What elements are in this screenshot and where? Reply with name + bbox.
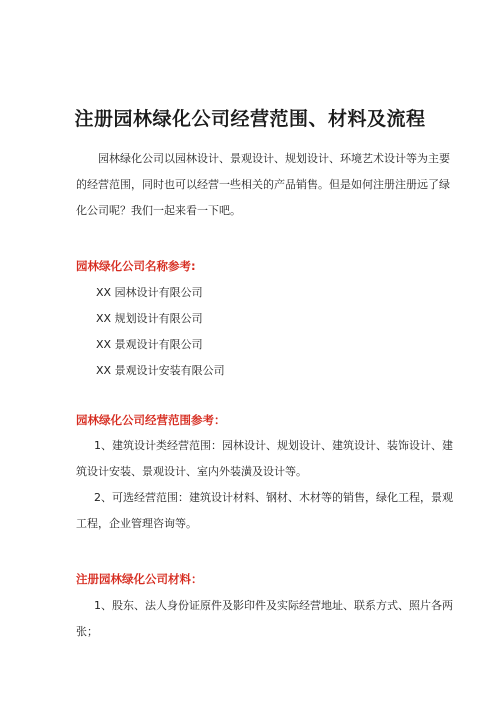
intro-line-3: 化公司呢？我们一起来看一下吧。 <box>76 204 241 217</box>
section-heading-names: 园林绿化公司名称参考: <box>76 259 196 273</box>
scope-item-1-line-2: 筑设计安装、景观设计、室内外装潢及设计等。 <box>76 465 307 478</box>
materials-item-1-line-1: 1、股东、法人身份证原件及影印件及实际经营地址、联系方式、照片各两 <box>94 599 453 612</box>
materials-item-1-line-2: 张； <box>76 625 98 638</box>
scope-item-2-line-2: 工程，企业管理咨询等。 <box>76 517 197 530</box>
company-name-item: XX 规划设计有限公司 <box>96 312 203 325</box>
materials-item-1 <box>76 593 453 645</box>
section-heading-materials: 注册园林绿化公司材料： <box>76 572 203 586</box>
scope-item-1 <box>76 433 453 485</box>
company-name-item: XX 景观设计有限公司 <box>96 338 203 351</box>
intro-paragraph <box>76 146 450 224</box>
intro-line-1: 园林绿化公司以园林设计、景观设计、规划设计、环境艺术设计等为主要 <box>98 152 450 165</box>
company-name-item: XX 园林设计有限公司 <box>96 286 203 299</box>
scope-item-1-line-1: 1、建筑设计类经营范围：园林设计、规划设计、建筑设计、装饰设计、建 <box>94 439 453 452</box>
intro-line-2: 的经营范围，同时也可以经营一些相关的产品销售。但是如何注册注册远了绿 <box>76 178 450 191</box>
company-name-item: XX 景观设计安装有限公司 <box>96 364 225 377</box>
scope-item-2 <box>76 485 453 537</box>
scope-item-2-line-1: 2、可选经营范围：建筑设计材料、钢材、木材等的销售，绿化工程，景观 <box>94 491 453 504</box>
section-heading-scope: 园林绿化公司经营范围参考： <box>76 413 226 427</box>
page-title: 注册园林绿化公司经营范围、材料及流程 <box>74 108 426 130</box>
